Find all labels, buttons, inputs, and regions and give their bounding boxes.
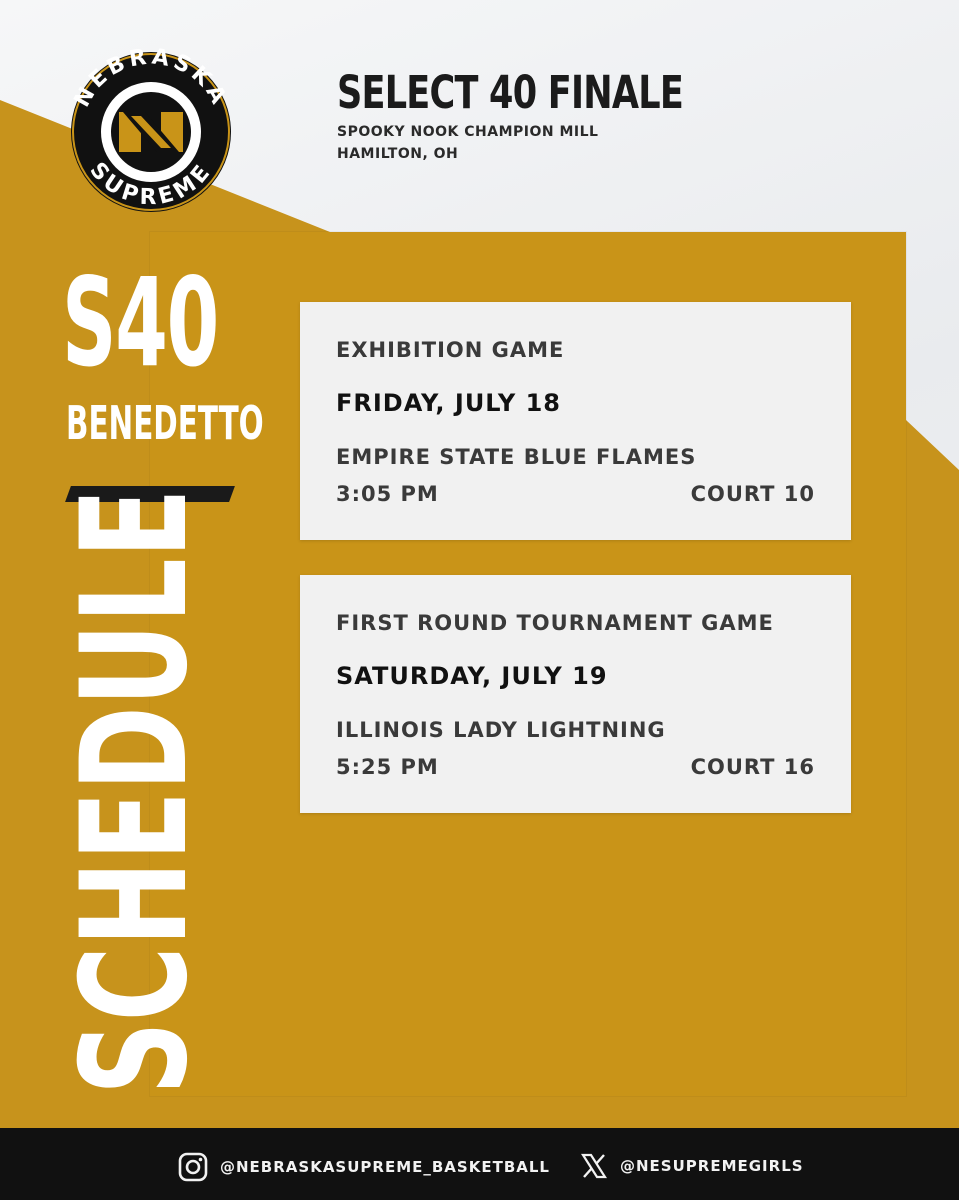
event-code: S40 — [62, 252, 219, 394]
game-date: SATURDAY, JULY 19 — [336, 662, 608, 690]
game-opponent: EMPIRE STATE BLUE FLAMES — [336, 445, 697, 469]
team-name: BENEDETTO — [66, 396, 264, 450]
game-opponent: ILLINOIS LADY LIGHTNING — [336, 718, 666, 742]
logo-text-layer — [53, 46, 251, 212]
footer-bar — [0, 1128, 959, 1200]
x-link[interactable] — [580, 1152, 804, 1180]
game-label: EXHIBITION GAME — [336, 338, 565, 362]
venue-city: HAMILTON, OH — [337, 146, 459, 162]
svg-text:NEBRASKA — [70, 46, 233, 111]
logo-arc-bottom: SUPREME — [84, 157, 218, 211]
event-title: SELECT 40 FINALE — [337, 66, 684, 119]
logo-arc-top: NEBRASKA — [69, 46, 233, 112]
game-court: COURT 16 — [690, 755, 815, 779]
instagram-handle: @NEBRASKASUPREME_BASKETBALL — [220, 1158, 550, 1176]
schedule-heading-wrap — [50, 488, 232, 1095]
x-icon — [580, 1152, 608, 1180]
game-date: FRIDAY, JULY 18 — [336, 389, 561, 417]
game-card-2 — [300, 575, 851, 813]
game-time: 5:25 PM — [336, 755, 439, 779]
svg-text:SUPREME — [84, 158, 217, 210]
game-card-1 — [300, 302, 851, 540]
game-court: COURT 10 — [690, 482, 815, 506]
game-label: FIRST ROUND TOURNAMENT GAME — [336, 611, 774, 635]
schedule-heading: SCHEDULE — [50, 488, 220, 1095]
venue-name: SPOOKY NOOK CHAMPION MILL — [337, 124, 599, 140]
x-handle: @NESUPREMEGIRLS — [620, 1157, 804, 1175]
instagram-link[interactable] — [178, 1152, 550, 1182]
instagram-icon — [178, 1152, 208, 1182]
game-time: 3:05 PM — [336, 482, 439, 506]
